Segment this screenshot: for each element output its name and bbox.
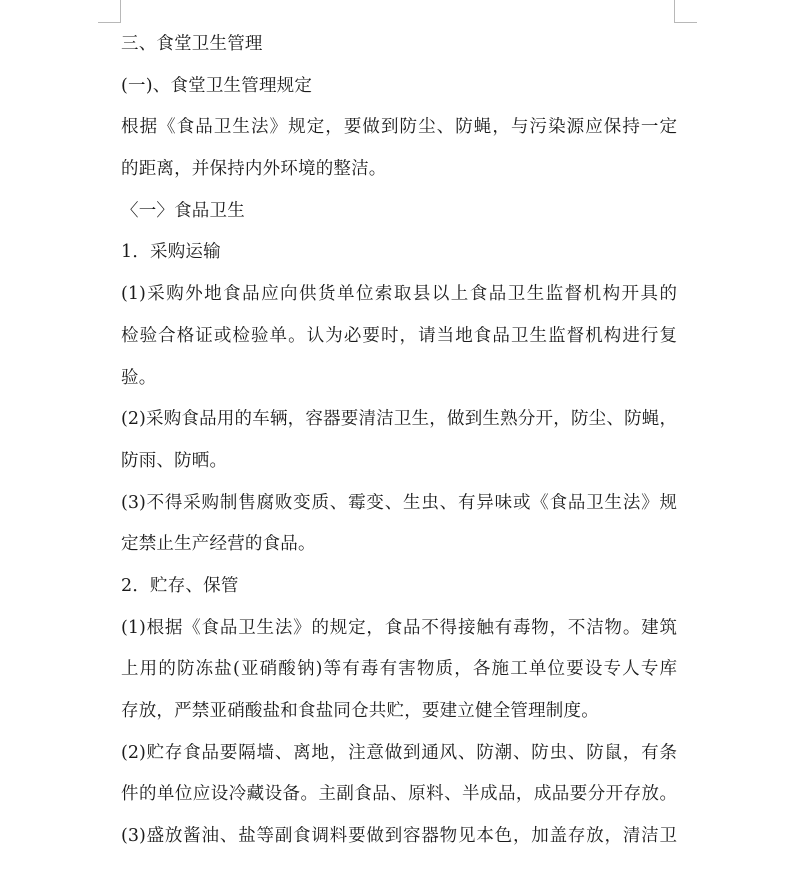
item-heading: 1．采购运输 — [121, 242, 221, 263]
paragraph-line: 的距离，并保持内外环境的整洁。 — [121, 159, 387, 180]
margin-crop-mark-right — [674, 0, 697, 23]
paragraph-line: 根据《食品卫生法》规定，要做到防尘、防蝇，与污染源应保持一定 — [121, 117, 677, 138]
paragraph-line: (1)根据《食品卫生法》的规定，食品不得接触有毒物，不洁物。建筑 — [121, 617, 677, 638]
subsection-heading: 〈一〉食品卫生 — [121, 200, 245, 221]
paragraph-line: 检验合格证或检验单。认为必要时，请当地食品卫生监督机构进行复 — [121, 325, 677, 346]
document-body[interactable] — [121, 28, 677, 862]
paragraph-line: (3)不得采购制售腐败变质、霉变、生虫、有异味或《食品卫生法》规 — [121, 492, 677, 513]
paragraph-line: 定禁止生产经营的食品。 — [121, 534, 316, 555]
paragraph-line: 件的单位应设冷藏设备。主副食品、原料、半成品，成品要分开存放。 — [121, 784, 677, 805]
paragraph-line: 防雨、防晒。 — [121, 450, 228, 471]
paragraph-line: (2)贮存食品要隔墙、离地，注意做到通风、防潮、防虫、防鼠，有条 — [121, 742, 677, 763]
margin-crop-mark-left — [98, 0, 121, 23]
paragraph-line: (1)采购外地食品应向供货单位索取县以上食品卫生监督机构开具的 — [121, 284, 677, 305]
paragraph-line: (3)盛放酱油、盐等副食调料要做到容器物见本色，加盖存放，清洁卫 — [121, 826, 677, 847]
paragraph-line: 验。 — [121, 367, 157, 388]
paragraph-line: 上用的防冻盐(亚硝酸钠)等有毒有害物质，各施工单位要设专人专库 — [121, 659, 677, 680]
subsection-heading: (一)、食堂卫生管理规定 — [121, 75, 313, 96]
item-heading: 2．贮存、保管 — [121, 575, 239, 596]
paragraph-line: 存放，严禁亚硝酸盐和食盐同仓共贮，要建立健全管理制度。 — [121, 701, 599, 721]
section-heading: 三、食堂卫生管理 — [121, 34, 263, 54]
paragraph-line: (2)采购食品用的车辆，容器要清洁卫生，做到生熟分开，防尘、防蝇， — [121, 409, 677, 430]
